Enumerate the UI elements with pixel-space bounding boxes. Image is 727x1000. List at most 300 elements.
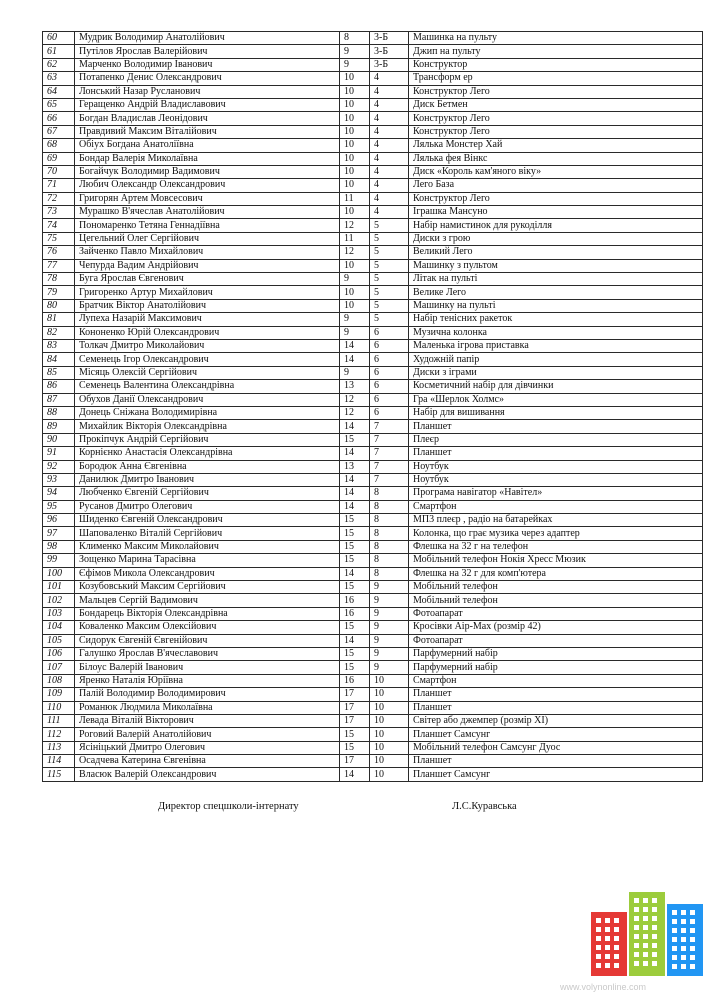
class-cell: 5: [370, 219, 409, 232]
gift-cell: Смартфон: [409, 500, 703, 513]
age-cell: 10: [340, 206, 370, 219]
student-name-cell: Білоус Валерій Іванович: [75, 661, 340, 674]
class-cell: 9: [370, 661, 409, 674]
row-number-cell: 113: [43, 741, 75, 754]
gift-cell: Парфумерний набір: [409, 647, 703, 660]
student-name-cell: Марченко Володимир Іванович: [75, 58, 340, 71]
class-cell: 7: [370, 460, 409, 473]
row-number-cell: 95: [43, 500, 75, 513]
age-cell: 15: [340, 554, 370, 567]
class-cell: 7: [370, 473, 409, 486]
row-number-cell: 68: [43, 139, 75, 152]
row-number-cell: 96: [43, 514, 75, 527]
age-cell: 15: [340, 581, 370, 594]
logo-window: [690, 955, 695, 960]
table-row: [43, 286, 703, 299]
gift-cell: Кросівки Аір-Мах (розмір 42): [409, 621, 703, 634]
logo-window: [614, 945, 619, 950]
row-number-cell: 98: [43, 540, 75, 553]
gift-cell: Маленька ігрова приставка: [409, 339, 703, 352]
logo-window: [634, 943, 639, 948]
student-name-cell: Лонський Назар Русланович: [75, 85, 340, 98]
logo-window: [614, 918, 619, 923]
row-number-cell: 91: [43, 447, 75, 460]
class-cell: 5: [370, 286, 409, 299]
logo-window: [652, 898, 657, 903]
age-cell: 9: [340, 58, 370, 71]
class-cell: 7: [370, 433, 409, 446]
row-number-cell: 108: [43, 674, 75, 687]
age-cell: 14: [340, 487, 370, 500]
class-cell: 6: [370, 366, 409, 379]
table-row: [43, 32, 703, 45]
student-name-cell: Шаповаленко Віталій Сергійович: [75, 527, 340, 540]
gift-list-table: [42, 31, 703, 782]
table-row: [43, 299, 703, 312]
age-cell: 14: [340, 768, 370, 781]
age-cell: 10: [340, 85, 370, 98]
table-row: [43, 581, 703, 594]
class-cell: 4: [370, 112, 409, 125]
row-number-cell: 92: [43, 460, 75, 473]
logo-window: [605, 927, 610, 932]
student-name-cell: Кононенко Юрій Олександрович: [75, 326, 340, 339]
age-cell: 14: [340, 500, 370, 513]
gift-cell: Художній папір: [409, 353, 703, 366]
row-number-cell: 100: [43, 567, 75, 580]
class-cell: 8: [370, 514, 409, 527]
logo-window: [596, 918, 601, 923]
gift-cell: Планшет: [409, 447, 703, 460]
student-name-cell: Козубовський Максим Сергійович: [75, 581, 340, 594]
row-number-cell: 64: [43, 85, 75, 98]
class-cell: 7: [370, 420, 409, 433]
student-name-cell: Бондарець Вікторія Олександрівна: [75, 607, 340, 620]
student-name-cell: Галушко Ярослав В'ячеславович: [75, 647, 340, 660]
logo-window: [634, 898, 639, 903]
class-cell: 5: [370, 313, 409, 326]
logo-window: [643, 943, 648, 948]
age-cell: 14: [340, 567, 370, 580]
table-row: [43, 219, 703, 232]
table-row: [43, 139, 703, 152]
student-name-cell: Шиденко Євгеній Олександрович: [75, 514, 340, 527]
class-cell: 10: [370, 688, 409, 701]
class-cell: 3-Б: [370, 45, 409, 58]
gift-cell: Ноутбук: [409, 473, 703, 486]
age-cell: 10: [340, 139, 370, 152]
student-name-cell: Обухов Данії Олександрович: [75, 393, 340, 406]
age-cell: 11: [340, 232, 370, 245]
gift-cell: Парфумерний набір: [409, 661, 703, 674]
table-row: [43, 768, 703, 781]
row-number-cell: 101: [43, 581, 75, 594]
class-cell: 4: [370, 179, 409, 192]
logo-window: [596, 963, 601, 968]
age-cell: 14: [340, 353, 370, 366]
age-cell: 17: [340, 714, 370, 727]
age-cell: 8: [340, 32, 370, 45]
row-number-cell: 99: [43, 554, 75, 567]
row-number-cell: 82: [43, 326, 75, 339]
student-name-cell: Мудрик Володимир Анатолійович: [75, 32, 340, 45]
table-row: [43, 152, 703, 165]
age-cell: 10: [340, 112, 370, 125]
gift-cell: Конструктор Лего: [409, 125, 703, 138]
age-cell: 12: [340, 219, 370, 232]
age-cell: 9: [340, 273, 370, 286]
logo-window: [634, 907, 639, 912]
class-cell: 10: [370, 741, 409, 754]
logo-window: [643, 916, 648, 921]
table-row: [43, 567, 703, 580]
class-cell: 4: [370, 85, 409, 98]
row-number-cell: 67: [43, 125, 75, 138]
row-number-cell: 76: [43, 246, 75, 259]
table-row: [43, 755, 703, 768]
logo-window: [596, 945, 601, 950]
gift-cell: Смартфон: [409, 674, 703, 687]
student-name-cell: Обіух Богдана Анатоліївна: [75, 139, 340, 152]
logo-window: [643, 961, 648, 966]
table-row: [43, 688, 703, 701]
class-cell: 10: [370, 714, 409, 727]
table-row: [43, 125, 703, 138]
table-row: [43, 514, 703, 527]
row-number-cell: 73: [43, 206, 75, 219]
student-name-cell: Бородюк Анна Євгенівна: [75, 460, 340, 473]
table-row: [43, 554, 703, 567]
student-name-cell: Чепурда Вадим Андрійович: [75, 259, 340, 272]
row-number-cell: 75: [43, 232, 75, 245]
age-cell: 14: [340, 339, 370, 352]
class-cell: 4: [370, 125, 409, 138]
table-row: [43, 714, 703, 727]
gift-cell: Набір намистинок для рукоділля: [409, 219, 703, 232]
student-name-cell: Осадчева Катерина Євгенівна: [75, 755, 340, 768]
logo-window: [690, 946, 695, 951]
logo-window: [690, 910, 695, 915]
gift-cell: Конструктор: [409, 58, 703, 71]
watermark: www.volynonline.com: [560, 982, 647, 992]
table-row: [43, 728, 703, 741]
table-row: [43, 246, 703, 259]
age-cell: 15: [340, 514, 370, 527]
row-number-cell: 103: [43, 607, 75, 620]
class-cell: 9: [370, 634, 409, 647]
class-cell: 10: [370, 701, 409, 714]
gift-cell: Літак на пульті: [409, 273, 703, 286]
student-name-cell: Левада Віталій Вікторович: [75, 714, 340, 727]
table-row: [43, 647, 703, 660]
class-cell: 3-Б: [370, 32, 409, 45]
age-cell: 15: [340, 540, 370, 553]
table-row: [43, 500, 703, 513]
table-row: [43, 165, 703, 178]
gift-cell: Мобільний телефон: [409, 594, 703, 607]
logo-window: [672, 946, 677, 951]
row-number-cell: 78: [43, 273, 75, 286]
student-name-cell: Місяць Олексій Сергійович: [75, 366, 340, 379]
row-number-cell: 65: [43, 98, 75, 111]
class-cell: 5: [370, 246, 409, 259]
row-number-cell: 66: [43, 112, 75, 125]
table-row: [43, 339, 703, 352]
row-number-cell: 93: [43, 473, 75, 486]
gift-cell: Конструктор Лего: [409, 112, 703, 125]
logo-window: [681, 910, 686, 915]
age-cell: 12: [340, 406, 370, 419]
logo-window: [681, 937, 686, 942]
gift-cell: Трансформ ер: [409, 72, 703, 85]
row-number-cell: 77: [43, 259, 75, 272]
gift-cell: Гра «Шерлок Холмс»: [409, 393, 703, 406]
class-cell: 6: [370, 393, 409, 406]
logo-window: [605, 936, 610, 941]
table-row: [43, 420, 703, 433]
class-cell: 4: [370, 192, 409, 205]
gift-cell: Світер або джемпер (розмір XI): [409, 714, 703, 727]
logo-window: [643, 898, 648, 903]
age-cell: 17: [340, 701, 370, 714]
age-cell: 15: [340, 661, 370, 674]
age-cell: 9: [340, 45, 370, 58]
logo-window: [652, 943, 657, 948]
row-number-cell: 80: [43, 299, 75, 312]
gift-cell: Набір для вишивання: [409, 406, 703, 419]
gift-cell: Конструктор Лего: [409, 85, 703, 98]
logo-window: [690, 928, 695, 933]
student-name-cell: Сидорук Євгеній Євгенійович: [75, 634, 340, 647]
table-row: [43, 366, 703, 379]
gift-cell: Лялька Монстер Хай: [409, 139, 703, 152]
age-cell: 15: [340, 621, 370, 634]
age-cell: 10: [340, 98, 370, 111]
class-cell: 5: [370, 299, 409, 312]
gift-cell: Планшет: [409, 688, 703, 701]
age-cell: 14: [340, 634, 370, 647]
row-number-cell: 83: [43, 339, 75, 352]
student-name-cell: Донець Сніжана Володимирівна: [75, 406, 340, 419]
signature-name: Л.С.Куравська: [452, 801, 517, 812]
gift-cell: Планшет: [409, 420, 703, 433]
class-cell: 9: [370, 647, 409, 660]
table-row: [43, 701, 703, 714]
class-cell: 9: [370, 594, 409, 607]
gift-cell: Машинку на пульті: [409, 299, 703, 312]
logo-window: [596, 954, 601, 959]
student-name-cell: Власюк Валерій Олександрович: [75, 768, 340, 781]
student-name-cell: Потапенко Денис Олександрович: [75, 72, 340, 85]
student-name-cell: Богдан Владислав Леонідович: [75, 112, 340, 125]
table-row: [43, 85, 703, 98]
age-cell: 10: [340, 165, 370, 178]
age-cell: 14: [340, 420, 370, 433]
age-cell: 13: [340, 380, 370, 393]
class-cell: 9: [370, 581, 409, 594]
age-cell: 11: [340, 192, 370, 205]
student-name-cell: Данилюк Дмитро Іванович: [75, 473, 340, 486]
gift-cell: Програма навігатор «Навітел»: [409, 487, 703, 500]
age-cell: 16: [340, 594, 370, 607]
age-cell: 10: [340, 286, 370, 299]
class-cell: 4: [370, 72, 409, 85]
table-body: [43, 32, 703, 782]
class-cell: 5: [370, 259, 409, 272]
logo-window: [643, 952, 648, 957]
student-name-cell: Геращенко Андрій Владиславович: [75, 98, 340, 111]
row-number-cell: 110: [43, 701, 75, 714]
gift-cell: Машинку з пультом: [409, 259, 703, 272]
gift-cell: Диск Бетмен: [409, 98, 703, 111]
logo-window: [681, 946, 686, 951]
class-cell: 6: [370, 380, 409, 393]
gift-cell: Планшет: [409, 755, 703, 768]
row-number-cell: 87: [43, 393, 75, 406]
age-cell: 10: [340, 125, 370, 138]
gift-cell: Лялька фея Вінкс: [409, 152, 703, 165]
table-row: [43, 273, 703, 286]
class-cell: 6: [370, 353, 409, 366]
logo-window: [672, 955, 677, 960]
gift-cell: Косметичний набір для дівчинки: [409, 380, 703, 393]
gift-cell: Плеєр: [409, 433, 703, 446]
class-cell: 6: [370, 326, 409, 339]
student-name-cell: Романюк Людмила Миколаївна: [75, 701, 340, 714]
age-cell: 15: [340, 728, 370, 741]
student-name-cell: Буга Ярослав Євгенович: [75, 273, 340, 286]
student-name-cell: Григоренко Артур Михайлович: [75, 286, 340, 299]
row-number-cell: 102: [43, 594, 75, 607]
row-number-cell: 63: [43, 72, 75, 85]
table-row: [43, 634, 703, 647]
student-name-cell: Клименко Максим Миколайович: [75, 540, 340, 553]
class-cell: 5: [370, 232, 409, 245]
gift-cell: Планшет: [409, 701, 703, 714]
row-number-cell: 104: [43, 621, 75, 634]
logo-window: [596, 927, 601, 932]
table-row: [43, 460, 703, 473]
class-cell: 8: [370, 567, 409, 580]
class-cell: 4: [370, 139, 409, 152]
age-cell: 15: [340, 433, 370, 446]
gift-cell: МП3 плеєр , радіо на батарейках: [409, 514, 703, 527]
row-number-cell: 106: [43, 647, 75, 660]
student-name-cell: Яренко Наталія Юріївна: [75, 674, 340, 687]
student-name-cell: Палій Володимир Володимирович: [75, 688, 340, 701]
student-name-cell: Прокіпчук Андрій Сергійович: [75, 433, 340, 446]
row-number-cell: 62: [43, 58, 75, 71]
student-name-cell: Ясініцький Дмитро Олегович: [75, 741, 340, 754]
table-row: [43, 72, 703, 85]
gift-cell: Машинка на пульту: [409, 32, 703, 45]
age-cell: 15: [340, 527, 370, 540]
logo-window: [672, 919, 677, 924]
logo-window: [672, 928, 677, 933]
table-row: [43, 741, 703, 754]
table-row: [43, 380, 703, 393]
class-cell: 9: [370, 607, 409, 620]
logo-window: [634, 961, 639, 966]
logo-window: [605, 945, 610, 950]
row-number-cell: 72: [43, 192, 75, 205]
table-row: [43, 313, 703, 326]
row-number-cell: 61: [43, 45, 75, 58]
age-cell: 10: [340, 259, 370, 272]
age-cell: 15: [340, 647, 370, 660]
logo-window: [652, 952, 657, 957]
age-cell: 10: [340, 72, 370, 85]
row-number-cell: 71: [43, 179, 75, 192]
city-buildings-logo-icon: [588, 886, 706, 978]
class-cell: 6: [370, 339, 409, 352]
gift-cell: Велике Лего: [409, 286, 703, 299]
table-row: [43, 393, 703, 406]
gift-cell: Фотоапарат: [409, 634, 703, 647]
gift-cell: Іграшка Мансуно: [409, 206, 703, 219]
table-row: [43, 353, 703, 366]
row-number-cell: 69: [43, 152, 75, 165]
row-number-cell: 79: [43, 286, 75, 299]
class-cell: 10: [370, 728, 409, 741]
student-name-cell: Братчик Віктор Анатолійович: [75, 299, 340, 312]
student-name-cell: Семенець Ігор Олександрович: [75, 353, 340, 366]
logo-window: [652, 961, 657, 966]
logo-window: [690, 919, 695, 924]
class-cell: 4: [370, 165, 409, 178]
class-cell: 10: [370, 755, 409, 768]
logo-window: [605, 963, 610, 968]
logo-window: [614, 954, 619, 959]
logo-window: [672, 910, 677, 915]
logo-window: [643, 925, 648, 930]
class-cell: 8: [370, 527, 409, 540]
logo-window: [605, 954, 610, 959]
table-row: [43, 447, 703, 460]
row-number-cell: 105: [43, 634, 75, 647]
gift-cell: Фотоапарат: [409, 607, 703, 620]
student-name-cell: Корнієнко Анастасія Олександрівна: [75, 447, 340, 460]
row-number-cell: 94: [43, 487, 75, 500]
table-row: [43, 621, 703, 634]
table-row: [43, 540, 703, 553]
logo-window: [672, 937, 677, 942]
class-cell: 10: [370, 674, 409, 687]
logo-window: [614, 927, 619, 932]
gift-cell: Великий Лего: [409, 246, 703, 259]
student-name-cell: Коваленко Максим Олексійович: [75, 621, 340, 634]
age-cell: 10: [340, 152, 370, 165]
age-cell: 17: [340, 688, 370, 701]
table-row: [43, 259, 703, 272]
row-number-cell: 97: [43, 527, 75, 540]
logo-window: [652, 934, 657, 939]
student-name-cell: Мурашко В'ячеслав Анатолійович: [75, 206, 340, 219]
student-name-cell: Григорян Артем Мовсесович: [75, 192, 340, 205]
student-name-cell: Бондар Валерія Миколаївна: [75, 152, 340, 165]
logo-window: [652, 925, 657, 930]
row-number-cell: 89: [43, 420, 75, 433]
age-cell: 16: [340, 674, 370, 687]
age-cell: 16: [340, 607, 370, 620]
student-name-cell: Зайченко Павло Михайлович: [75, 246, 340, 259]
class-cell: 4: [370, 98, 409, 111]
student-name-cell: Путілов Ярослав Валерійович: [75, 45, 340, 58]
table-row: [43, 192, 703, 205]
age-cell: 14: [340, 473, 370, 486]
row-number-cell: 60: [43, 32, 75, 45]
logo-window: [634, 952, 639, 957]
